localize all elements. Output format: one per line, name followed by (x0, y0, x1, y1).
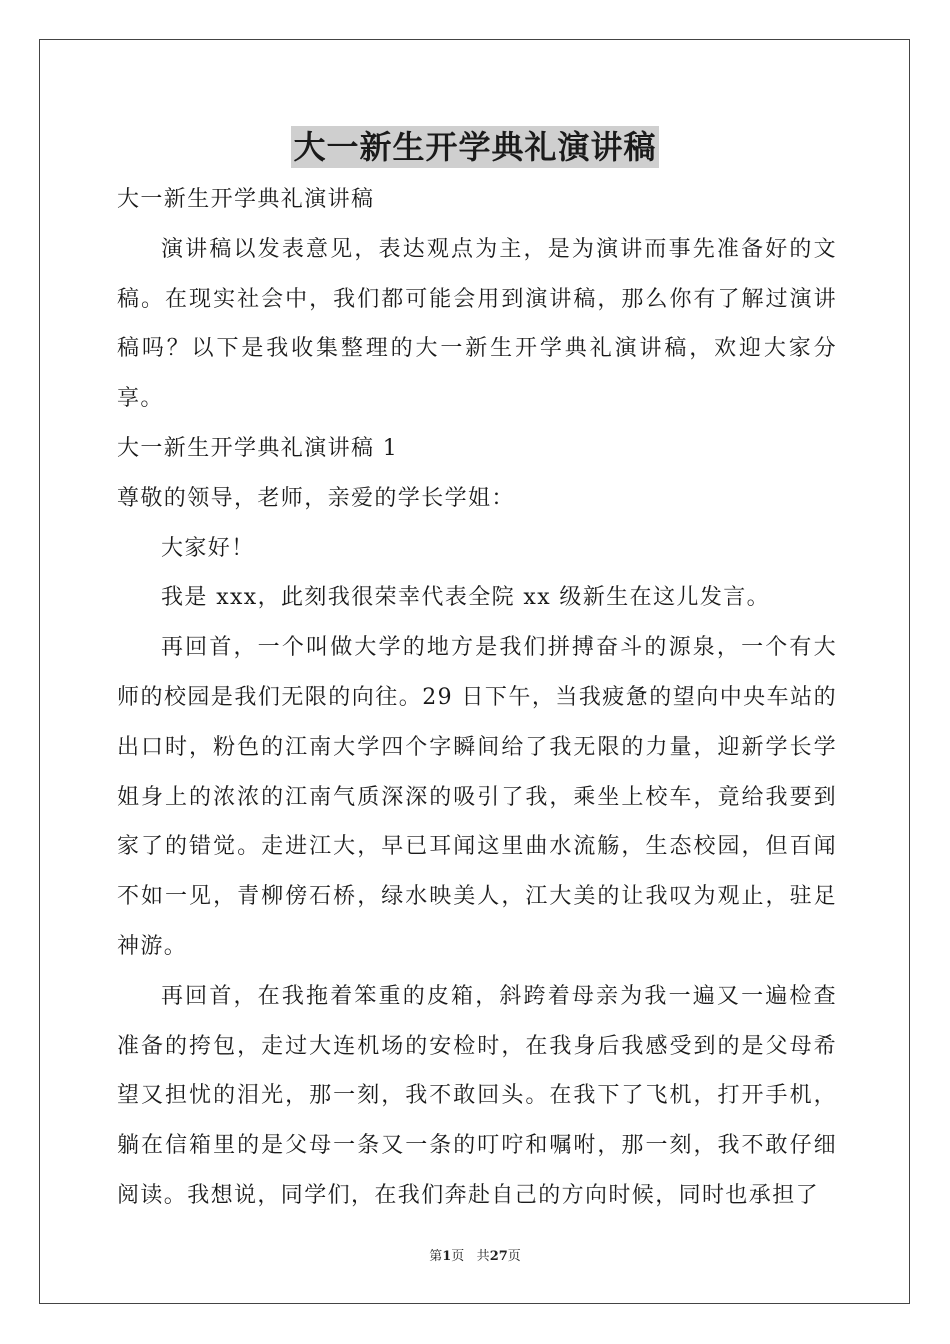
page-footer (0, 1248, 950, 1266)
paragraph-self-intro: 我是 xxx，此刻我很荣幸代表全院 xx 级新生在这儿发言。 (161, 585, 771, 611)
footer-total-pages: 27 (489, 1249, 508, 1264)
paragraph-body-1: 再回首，一个叫做大学的地方是我们拼搏奋斗的源泉，一个有大师的校园是我们无限的向往。29 日下午，当我疲惫的望向中央车站的出口时，粉色的江南大学四个字瞬间给了我无限的力量，迎新学长学姐身上的浓浓的江南气质深深的吸引了我，乘坐上校车，竟给我要到家了的错觉。走进江大，早已耳闻这里曲水流觞，生态校园，但百闻不如一见，青柳傍石桥，绿水映美人，江大美的让我叹为观止，驻足神游。 (117, 635, 837, 959)
paragraph-greeting: 大家好！ (161, 535, 255, 561)
footer-total-prefix: 共 (476, 1249, 490, 1264)
paragraph-section-heading: 大一新生开学典礼演讲稿 1 (117, 435, 399, 461)
document-title-container (0, 126, 950, 172)
paragraph-salutation: 尊敬的领导，老师，亲爱的学长学姐： (117, 485, 515, 511)
footer-total-suffix: 页 (507, 1249, 521, 1264)
paragraph-heading: 大一新生开学典礼演讲稿 (117, 187, 375, 212)
document-title: 大一新生开学典礼演讲稿 (293, 128, 657, 166)
document-body (117, 175, 837, 1221)
paragraph-body-2: 再回首，在我拖着笨重的皮箱，斜跨着母亲为我一遍又一遍检查准备的挎包，走过大连机场的安检时，在我身后我感受到的是父母希望又担忧的泪光，那一刻，我不敢回头。在我下了飞机，打开手机，躺在信箱里的是父母一条又一条的叮咛和嘱咐，那一刻，我不敢仔细阅读。我想说，同学们，在我们奔赴自己的方向时候，同时也承担了 (117, 983, 837, 1208)
footer-page-number: 1 (442, 1249, 452, 1264)
footer-page-prefix: 第 (429, 1249, 443, 1264)
footer-page-suffix: 页 (451, 1249, 465, 1264)
paragraph-intro: 演讲稿以发表意见，表达观点为主，是为演讲而事先准备好的文稿。在现实社会中，我们都可能会用到演讲稿，那么你有了解过演讲稿吗？以下是我收集整理的大一新生开学典礼演讲稿，欢迎大家分享。 (117, 236, 837, 412)
